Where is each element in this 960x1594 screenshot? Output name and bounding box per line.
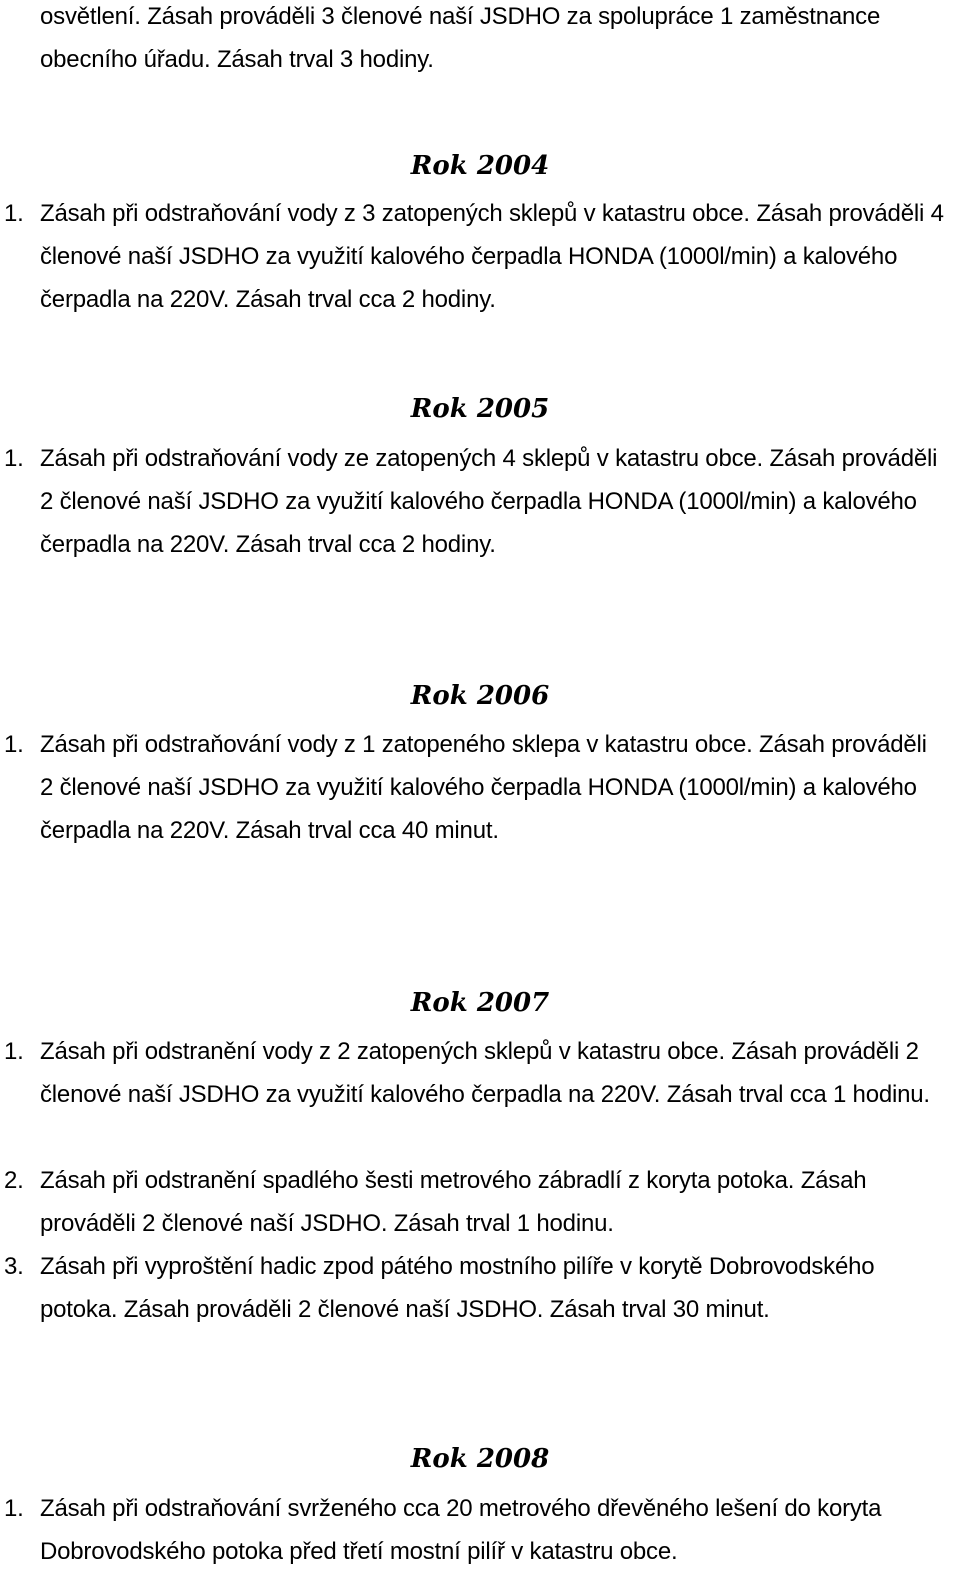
section-heading-2006: Rok 2006 [410, 681, 550, 711]
list-item-number: 3. [4, 1253, 24, 1280]
list-item [0, 437, 945, 566]
list-item-text: Zásah při odstraňování svrženého cca 20 metrového dřevěného lešení do koryta Dobrovodského potoka před třetí mostní pilíř v katastru obce. [40, 1495, 882, 1565]
list-item-text: Zásah při odstranění vody z 2 zatopených sklepů v katastru obce. Zásah prováděli 2 členové naší JSDHO za využití kalového čerpadla na 220V. Zásah trval cca 1 hodinu. [40, 1038, 930, 1108]
list-item-number: 1. [4, 1495, 24, 1522]
intro-paragraph: osvětlení. Zásah prováděli 3 členové naší JSDHO za spolupráce 1 zaměstnance obecního úřadu. Zásah trval 3 hodiny. [40, 3, 881, 73]
list-item [0, 1487, 945, 1573]
list-item-text: Zásah při odstraňování vody z 1 zatopeného sklepa v katastru obce. Zásah prováděli 2 členové naší JSDHO za využití kalového čerpadla HONDA (1000l/min) a kalového čerpadla na 220V. Zásah trval cca 40 minut. [40, 731, 927, 844]
list-item [0, 1245, 945, 1331]
list-item-number: 1. [4, 200, 24, 227]
list-item-number: 1. [4, 1038, 24, 1065]
list-item-number: 1. [4, 445, 24, 472]
section-heading-2004: Rok 2004 [410, 151, 550, 181]
list-item-text: Zásah při odstraňování vody ze zatopených 4 sklepů v katastru obce. Zásah prováděli 2 členové naší JSDHO za využití kalového čerpadla HONDA (1000l/min) a kalového čerpadla na 220V. Zásah trval cca 2 hodiny. [40, 445, 938, 558]
section-heading-2008: Rok 2008 [410, 1444, 550, 1474]
list-item-number: 2. [4, 1167, 24, 1194]
list-item-text: Zásah při vyproštění hadic zpod pátého mostního pilíře v korytě Dobrovodského potoka. Zásah prováděli 2 členové naší JSDHO. Zásah trval 30 minut. [40, 1253, 875, 1323]
list-item [0, 723, 945, 852]
section-heading-2007: Rok 2007 [410, 988, 550, 1018]
list-item-number: 1. [4, 731, 24, 758]
list-item [0, 1159, 945, 1245]
list-item [0, 192, 945, 321]
list-item-text: Zásah při odstraňování vody z 3 zatopených sklepů v katastru obce. Zásah prováděli 4 členové naší JSDHO za využití kalového čerpadla HONDA (1000l/min) a kalového čerpadla na 220V. Zásah trval cca 2 hodiny. [40, 200, 944, 313]
section-heading-2005: Rok 2005 [410, 394, 550, 424]
list-item-text: Zásah při odstranění spadlého šesti metrového zábradlí z koryta potoka. Zásah prováděli 2 členové naší JSDHO. Zásah trval 1 hodinu. [40, 1167, 867, 1237]
list-item [0, 1030, 945, 1116]
